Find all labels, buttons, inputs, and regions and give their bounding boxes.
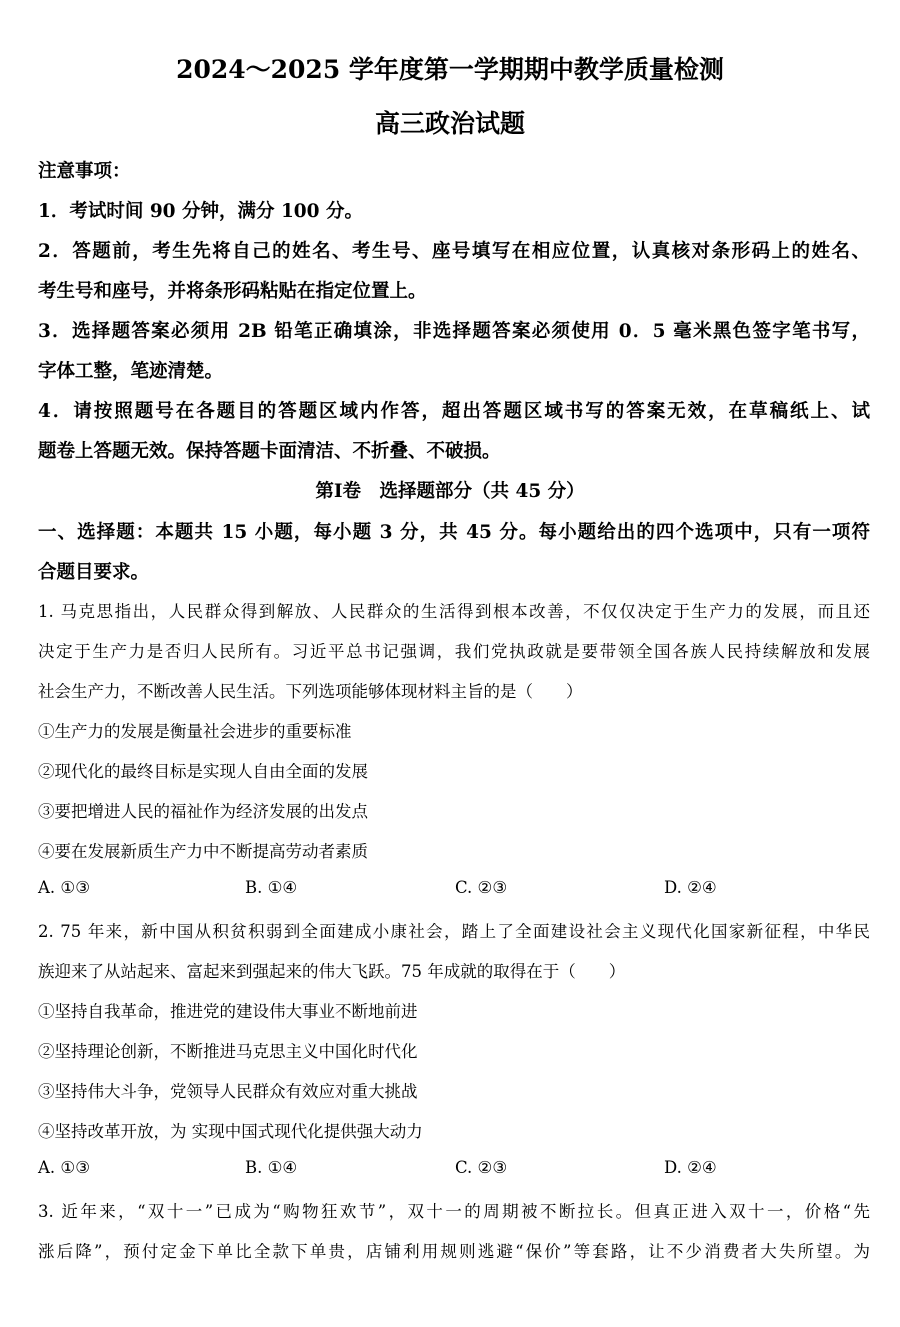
exam-subtitle: 高三政治试题: [374, 109, 525, 138]
q2-statement-4: ④坚持改革开放，为 实现中国式现代化提供强大动力: [38, 1122, 423, 1141]
notice-item-4: 4．请按照题号在各题目的答题区域内作答，超出答题区域书写的答案无效，在草稿纸上、试: [38, 401, 870, 422]
q1-option-b: B. ①④: [245, 878, 298, 897]
q2-statement-1: ①坚持自我革命，推进党的建设伟大事业不断地前进: [38, 1002, 418, 1021]
q2-option-c: C. ②③: [455, 1158, 508, 1177]
q1-statement-3: ③要把增进人民的福祉作为经济发展的出发点: [38, 802, 368, 821]
q1-statement-1: ①生产力的发展是衡量社会进步的重要标准: [38, 722, 352, 741]
exam-title: 2024～2025 学年度第一学期期中教学质量检测: [176, 55, 724, 84]
q1-option-d: D. ②④: [664, 878, 717, 897]
q1-stem-line-1: 1. 马克思指出，人民群众得到解放、人民群众的生活得到根本改善，不仅仅决定于生产力的发展，而且还: [38, 602, 870, 621]
notice-item-2-cont: 考生号和座号，并将条形码粘贴在指定位置上。: [38, 281, 427, 302]
section-instruction: 一、选择题：本题共 15 小题，每小题 3 分，共 45 分。每小题给出的四个选项中，只有一项符: [38, 522, 870, 543]
q3-stem-line-2: 涨后降”，预付定金下单比全款下单贵，店铺利用规则逃避“保价”等套路，让不少消费者大失所望。为: [38, 1242, 870, 1261]
q2-option-a: A. ①③: [38, 1158, 90, 1177]
q1-option-c: C. ②③: [455, 878, 508, 897]
notice-item-2: 2．答题前，考生先将自己的姓名、考生号、座号填写在相应位置，认真核对条形码上的姓名、: [38, 241, 870, 262]
notice-item-1: 1．考试时间 90 分钟，满分 100 分。: [38, 201, 363, 222]
notice-item-3-cont: 字体工整，笔迹清楚。: [38, 361, 224, 382]
notice-heading: 注意事项：: [38, 161, 131, 182]
q1-stem-line-3: 社会生产力，不断改善人民生活。下列选项能够体现材料主旨的是（ ）: [38, 682, 583, 701]
q1-option-a: A. ①③: [38, 878, 90, 897]
notice-item-3: 3．选择题答案必须用 2B 铅笔正确填涂，非选择题答案必须使用 0．5 毫米黑色签字笔书写，: [38, 321, 870, 342]
q2-stem-line-2: 族迎来了从站起来、富起来到强起来的伟大飞跃。75 年成就的取得在于（ ）: [38, 962, 626, 981]
q1-stem-line-2: 决定于生产力是否归人民所有。习近平总书记强调，我们党执政就是要带领全国各族人民持续解放和发展: [38, 642, 870, 661]
q1-statement-4: ④要在发展新质生产力中不断提高劳动者素质: [38, 842, 368, 861]
q1-statement-2: ②现代化的最终目标是实现人自由全面的发展: [38, 762, 368, 781]
q2-statement-3: ③坚持伟大斗争，党领导人民群众有效应对重大挑战: [38, 1082, 418, 1101]
section-instruction-cont: 合题目要求。: [38, 562, 150, 583]
q2-stem-line-1: 2. 75 年来，新中国从积贫积弱到全面建成小康社会，踏上了全面建设社会主义现代化国家新征程，中华民: [38, 922, 870, 941]
q3-stem-line-1: 3. 近年来，“双十一”已成为“购物狂欢节”，双十一的周期被不断拉长。但真正进入双十一，价格“先: [38, 1202, 870, 1221]
q2-statement-2: ②坚持理论创新，不断推进马克思主义中国化时代化: [38, 1042, 418, 1061]
notice-item-4-cont: 题卷上答题无效。保持答题卡面清洁、不折叠、不破损。: [38, 441, 501, 462]
section-heading: 第Ⅰ卷 选择题部分（共 45 分）: [315, 481, 585, 502]
q2-option-d: D. ②④: [664, 1158, 717, 1177]
q2-option-b: B. ①④: [245, 1158, 298, 1177]
